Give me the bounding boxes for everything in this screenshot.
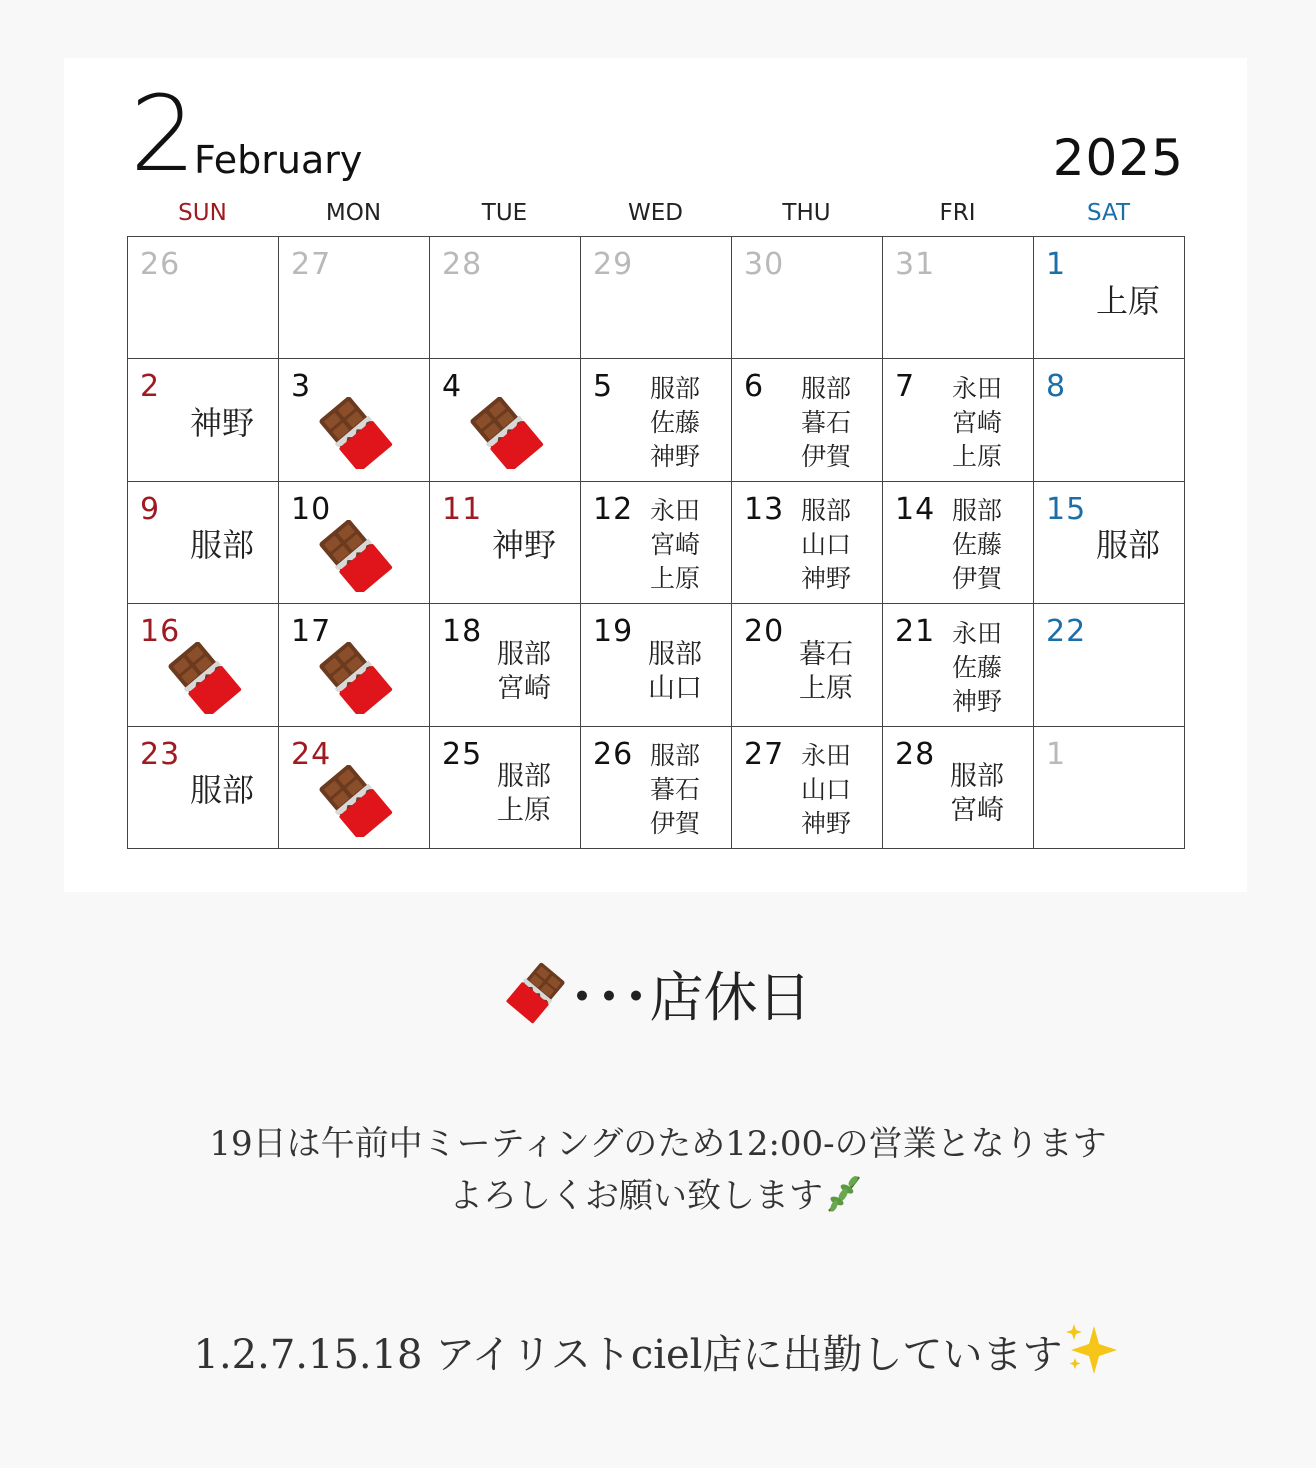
- chocolate-bar-icon: [317, 520, 397, 592]
- chocolate-bar-icon: [317, 765, 397, 837]
- staff-name: 服部: [800, 496, 851, 526]
- staff-name: 服部: [497, 761, 551, 793]
- staff-list: [927, 492, 1027, 599]
- day-number: 18: [442, 614, 483, 650]
- chocolate-bar-icon: [505, 962, 569, 1026]
- calendar-day-cell: [732, 482, 883, 604]
- staff-name: 山口: [800, 530, 851, 560]
- day-number: 22: [1046, 614, 1087, 650]
- staff-name: 上原: [1095, 281, 1160, 320]
- staff-list: [776, 369, 876, 476]
- staff-list: [474, 737, 574, 844]
- staff-name: 神野: [800, 809, 851, 839]
- day-number: 10: [291, 491, 332, 527]
- calendar-day-cell: [1034, 237, 1185, 359]
- staff-list: [474, 614, 574, 721]
- staff-name: 神野: [800, 564, 851, 594]
- staff-list: [172, 737, 272, 844]
- day-number: 9: [140, 491, 161, 527]
- staff-name: 服部: [1095, 526, 1160, 565]
- calendar-day-cell: [883, 727, 1034, 849]
- staff-name: 上原: [799, 672, 853, 704]
- day-number: 13: [744, 491, 785, 527]
- year: 2025: [1052, 129, 1184, 187]
- staff-name: 永田: [649, 496, 700, 526]
- staff-name: 暮石: [799, 638, 853, 670]
- day-number: 27: [291, 247, 332, 282]
- calendar-day-cell: [430, 237, 581, 359]
- month-name: February: [194, 138, 363, 182]
- staff-list: [927, 369, 1027, 476]
- day-number: 8: [1046, 369, 1067, 405]
- staff-name: 服部: [649, 374, 700, 404]
- weekday-header: TUE: [481, 200, 528, 226]
- staff-name: 服部: [189, 771, 254, 810]
- staff-name: 服部: [649, 741, 700, 771]
- staff-list: [625, 369, 725, 476]
- staff-name: 神野: [189, 404, 254, 443]
- calendar-day-cell: [581, 727, 732, 849]
- staff-name: 山口: [800, 775, 851, 805]
- staff-name: 永田: [951, 618, 1002, 648]
- day-number: 30: [744, 247, 785, 282]
- staff-list: [1078, 492, 1178, 599]
- staff-list: [1078, 247, 1178, 354]
- day-number: 16: [140, 614, 181, 650]
- staff-name: 服部: [950, 761, 1004, 793]
- staff-name: 服部: [497, 638, 551, 670]
- chocolate-bar-icon: [468, 397, 548, 469]
- staff-name: 宮崎: [951, 408, 1002, 438]
- calendar-day-cell: [128, 727, 279, 849]
- day-number: 14: [895, 491, 936, 527]
- weekday-header: SUN: [178, 200, 227, 226]
- day-number: 25: [442, 736, 483, 772]
- calendar-grid: [127, 236, 1185, 849]
- weekday-header: THU: [782, 200, 831, 226]
- day-number: 26: [140, 247, 181, 282]
- staff-name: 山口: [648, 672, 702, 704]
- chocolate-bar-icon: [317, 642, 397, 714]
- calendar-day-cell: [1034, 727, 1185, 849]
- staff-list: [474, 492, 574, 599]
- calendar-day-cell: [1034, 359, 1185, 481]
- note-line-3: 1.2.7.15.18 アイリストciel店に出勤しています: [193, 1332, 1063, 1378]
- staff-name: 宮崎: [950, 795, 1004, 827]
- note-line-2-wrap: [0, 1170, 1316, 1230]
- day-number: 15: [1046, 491, 1087, 527]
- calendar-day-cell: [581, 359, 732, 481]
- day-number: 23: [140, 736, 181, 772]
- calendar-day-cell: [732, 727, 883, 849]
- chocolate-bar-icon: [317, 397, 397, 469]
- weekday-header: MON: [325, 200, 382, 226]
- herb-icon: [823, 1171, 867, 1230]
- day-number: 11: [442, 491, 483, 527]
- day-number: 27: [744, 736, 785, 772]
- staff-list: [776, 492, 876, 599]
- calendar-day-cell: [430, 359, 581, 481]
- day-number: 1: [1046, 247, 1067, 282]
- staff-name: 佐藤: [951, 652, 1002, 682]
- chocolate-bar-icon: [166, 642, 246, 714]
- staff-list: [625, 614, 725, 721]
- staff-list: [172, 369, 272, 476]
- calendar-day-cell: [128, 359, 279, 481]
- staff-name: 神野: [951, 686, 1002, 716]
- staff-name: 服部: [800, 374, 851, 404]
- calendar-day-cell: [279, 359, 430, 481]
- staff-name: 宮崎: [497, 672, 551, 704]
- legend-text: ･･･店休日: [568, 966, 812, 1029]
- staff-list: [625, 737, 725, 844]
- calendar-day-cell: [128, 604, 279, 726]
- notes: [0, 1118, 1316, 1230]
- staff-name: 永田: [951, 374, 1002, 404]
- staff-name: 永田: [800, 741, 851, 771]
- month-number: 2: [130, 73, 197, 195]
- staff-name: 伊賀: [649, 809, 700, 839]
- calendar-day-cell: [1034, 482, 1185, 604]
- staff-name: 伊賀: [951, 564, 1002, 594]
- calendar-day-cell: [128, 482, 279, 604]
- day-number: 2: [140, 369, 161, 405]
- staff-name: 暮石: [800, 408, 851, 438]
- staff-name: 上原: [951, 442, 1002, 472]
- day-number: 28: [895, 736, 936, 772]
- calendar-day-cell: [279, 604, 430, 726]
- day-number: 6: [744, 369, 765, 405]
- staff-name: 宮崎: [649, 530, 700, 560]
- day-number: 7: [895, 369, 916, 405]
- day-number: 29: [593, 247, 634, 282]
- calendar-day-cell: [883, 604, 1034, 726]
- sparkles-icon: [1062, 1320, 1122, 1391]
- day-number: 1: [1046, 736, 1067, 772]
- note-line-2: よろしくお願い致します: [449, 1176, 823, 1216]
- staff-name: 神野: [491, 526, 556, 565]
- staff-name: 服部: [648, 638, 702, 670]
- calendar-day-cell: [732, 359, 883, 481]
- day-number: 26: [593, 736, 634, 772]
- calendar-day-cell: [732, 237, 883, 359]
- calendar-day-cell: [430, 727, 581, 849]
- day-number: 12: [593, 491, 634, 527]
- calendar-day-cell: [279, 482, 430, 604]
- staff-list: [625, 492, 725, 599]
- day-number: 31: [895, 247, 936, 282]
- calendar-day-cell: [581, 237, 732, 359]
- day-number: 19: [593, 614, 634, 650]
- staff-name: 神野: [649, 442, 700, 472]
- staff-name: 上原: [497, 795, 551, 827]
- staff-list: [776, 737, 876, 844]
- day-number: 17: [291, 614, 332, 650]
- day-number: 3: [291, 369, 312, 405]
- calendar-day-cell: [279, 237, 430, 359]
- day-number: 28: [442, 247, 483, 282]
- staff-name: 服部: [951, 496, 1002, 526]
- calendar-day-cell: [883, 482, 1034, 604]
- calendar-day-cell: [581, 482, 732, 604]
- day-number: 24: [291, 736, 332, 772]
- staff-name: 佐藤: [951, 530, 1002, 560]
- staff-list: [172, 492, 272, 599]
- staff-list: [927, 737, 1027, 844]
- day-number: 4: [442, 369, 463, 405]
- note-line-3-wrap: [0, 1320, 1316, 1391]
- weekday-header: WED: [628, 200, 683, 226]
- calendar-day-cell: [430, 604, 581, 726]
- calendar-day-cell: [279, 727, 430, 849]
- staff-name: 上原: [649, 564, 700, 594]
- day-number: 5: [593, 369, 614, 405]
- calendar-day-cell: [430, 482, 581, 604]
- day-number: 20: [744, 614, 785, 650]
- calendar-day-cell: [1034, 604, 1185, 726]
- staff-name: 暮石: [649, 775, 700, 805]
- calendar-day-cell: [883, 237, 1034, 359]
- staff-name: 佐藤: [649, 408, 700, 438]
- legend: [0, 962, 1316, 1033]
- calendar-day-cell: [732, 604, 883, 726]
- day-number: 21: [895, 614, 936, 650]
- weekday-header: SAT: [1086, 200, 1131, 226]
- staff-list: [927, 614, 1027, 721]
- staff-list: [776, 614, 876, 721]
- staff-name: 服部: [189, 526, 254, 565]
- calendar-day-cell: [581, 604, 732, 726]
- calendar-day-cell: [883, 359, 1034, 481]
- note-line-1: 19日は午前中ミーティングのため12:00-の営業となります: [209, 1124, 1107, 1164]
- staff-name: 伊賀: [800, 442, 851, 472]
- calendar-day-cell: [128, 237, 279, 359]
- weekday-header: FRI: [939, 200, 976, 226]
